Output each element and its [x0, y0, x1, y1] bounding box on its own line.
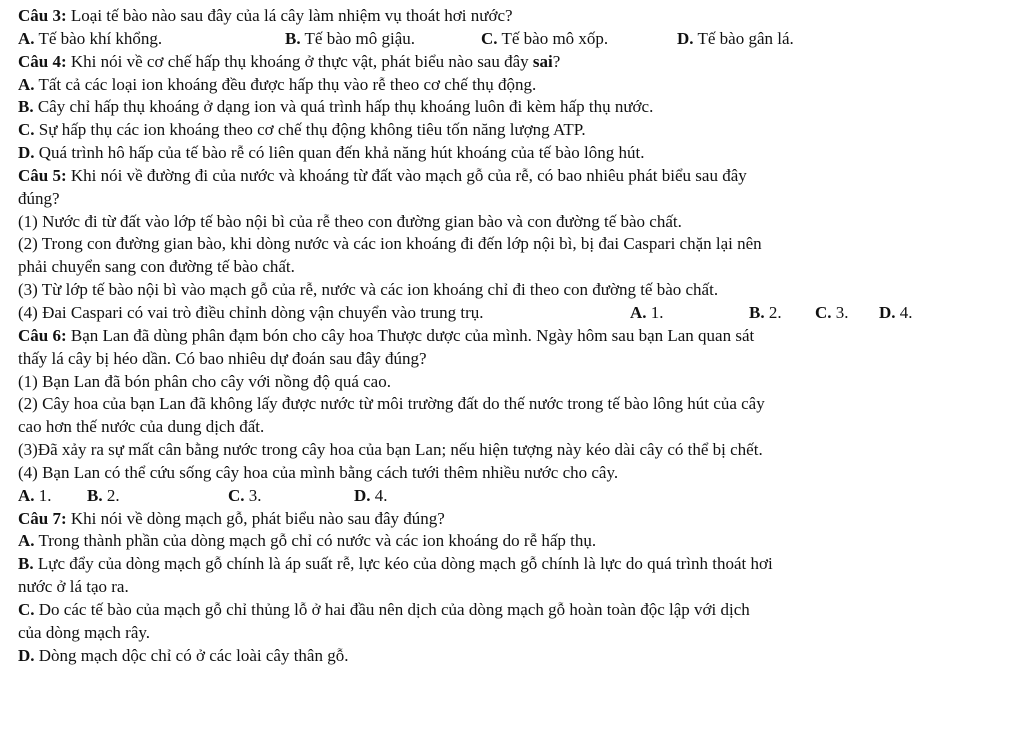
question-3-option-c: C. Tế bào mô xốp. [481, 28, 609, 48]
question-5 [18, 165, 1013, 188]
question-6-option-c: C. 3. [228, 485, 262, 505]
question-7-number: Câu 7: [18, 508, 67, 528]
question-4-option-a: A. Tất cả các loại ion khoáng đều được hấp thụ vào rễ theo cơ chế thụ động. [18, 74, 537, 94]
question-5-statement-4-and-options [18, 302, 1013, 325]
question-6-text-line1: Bạn Lan đã dùng phân đạm bón cho cây hoa Thược dược của mình. Ngày hôm sau bạn Lan quan sát [66, 325, 755, 345]
question-5-option-a: A. 1. [630, 302, 664, 322]
question-5-text-line1: Khi nói về đường đi của nước và khoáng từ đất vào mạch gỗ của rễ, có bao nhiêu phát biểu sau đây [66, 165, 747, 185]
question-7-option-c: C. Do các tế bào của mạch gỗ chỉ thủng lỗ ở hai đầu nên dịch của dòng mạch gỗ hoàn toàn độc lập với dịch [18, 599, 750, 619]
question-5-text-line2: đúng? [18, 188, 60, 208]
question-3-options [18, 28, 1013, 51]
question-6-option-d: D. 4. [354, 485, 388, 505]
question-7-option-b: B. Lực đẩy của dòng mạch gỗ chính là áp suất rễ, lực kéo của dòng mạch gỗ chính là lực do quá trình thoát hơi [18, 554, 773, 574]
question-6-text-line2: thấy lá cây bị héo dần. Có bao nhiêu dự đoán sau đây đúng? [18, 348, 427, 368]
question-3 [18, 5, 1013, 28]
question-6-statement-2: (2) Cây hoa của bạn Lan đã không lấy được nước từ môi trường đất do thế nước trong tế bào lông hút của cây [18, 394, 765, 414]
question-3-option-b: B. Tế bào mô giậu. [285, 28, 416, 48]
question-5-option-b: B. 2. [749, 302, 782, 322]
question-7-option-d: D. Dòng mạch dộc chỉ có ở các loài cây thân gỗ. [18, 645, 349, 665]
question-4-tail: ? [552, 51, 561, 71]
question-7 [18, 508, 1013, 531]
question-7-option-a: A. Trong thành phần của dòng mạch gỗ chỉ có nước và các ion khoáng do rễ hấp thụ. [18, 531, 597, 551]
question-7-text: Khi nói về dòng mạch gỗ, phát biểu nào sau đây đúng? [66, 508, 445, 528]
question-6-statement-4: (4) Bạn Lan có thể cứu sống cây hoa của mình bằng cách tưới thêm nhiều nước cho cây. [18, 462, 619, 482]
question-5-statement-2-cont: phải chuyển sang con đường tế bào chất. [18, 257, 295, 277]
question-5-statement-2: (2) Trong con đường gian bào, khi dòng nước và các ion khoáng đi đến lớp nội bì, bị đai Caspari chặn lại nên [18, 234, 762, 254]
question-4-option-c: C. Sự hấp thụ các ion khoáng theo cơ chế thụ động không tiêu tốn năng lượng ATP. [18, 120, 586, 140]
question-7-option-b-cont: nước ở lá tạo ra. [18, 577, 129, 597]
question-5-statement-3: (3) Từ lớp tế bào nội bì vào mạch gỗ của rễ, nước và các ion khoáng chỉ đi theo con đường tế bào chất. [18, 280, 719, 300]
question-5-statement-1: (1) Nước đi từ đất vào lớp tế bào nội bì của rễ theo con đường gian bào và con đường tế bào chất. [18, 211, 682, 231]
question-4-number: Câu 4: [18, 51, 67, 71]
question-6-statement-3: (3)Đã xảy ra sự mất cân bằng nước trong cây hoa của bạn Lan; nếu hiện tượng này kéo dài cây có thể bị chết. [18, 440, 763, 460]
question-6-options [18, 485, 1013, 508]
question-6-option-a: A. 1. [18, 485, 52, 505]
question-5-option-d: D. 4. [879, 302, 913, 322]
question-3-number: Câu 3: [18, 6, 67, 25]
question-4-text: Khi nói về cơ chế hấp thụ khoáng ở thực vật, phát biểu nào sau đây [66, 51, 533, 71]
question-5-option-c: C. 3. [815, 302, 849, 322]
question-4-emphasis: sai [532, 51, 553, 71]
question-5-number: Câu 5: [18, 165, 67, 185]
question-4-option-d: D. Quá trình hô hấp của tế bào rễ có liên quan đến khả năng hút khoáng của tế bào lông hút. [18, 143, 645, 163]
question-6 [18, 325, 1013, 348]
question-3-option-d: D. Tế bào gân lá. [677, 28, 794, 48]
question-4 [18, 51, 1013, 74]
question-3-text: Loại tế bào nào sau đây của lá cây làm nhiệm vụ thoát hơi nước? [66, 6, 513, 25]
question-6-statement-1: (1) Bạn Lan đã bón phân cho cây với nồng độ quá cao. [18, 371, 391, 391]
question-6-option-b: B. 2. [87, 485, 120, 505]
question-7-option-c-cont: của dòng mạch rây. [18, 622, 151, 642]
question-4-option-b: B. Cây chỉ hấp thụ khoáng ở dạng ion và quá trình hấp thụ khoáng luôn đi kèm hấp thụ nước. [18, 97, 654, 117]
question-5-statement-4: (4) Đai Caspari có vai trò điều chỉnh dòng vận chuyển vào trung trụ. [18, 302, 484, 322]
question-6-statement-2-cont: cao hơn thế nước của dung dịch đất. [18, 417, 265, 437]
exam-page [18, 5, 1013, 667]
question-6-number: Câu 6: [18, 325, 67, 345]
question-3-option-a: A. Tế bào khí khổng. [18, 28, 163, 48]
